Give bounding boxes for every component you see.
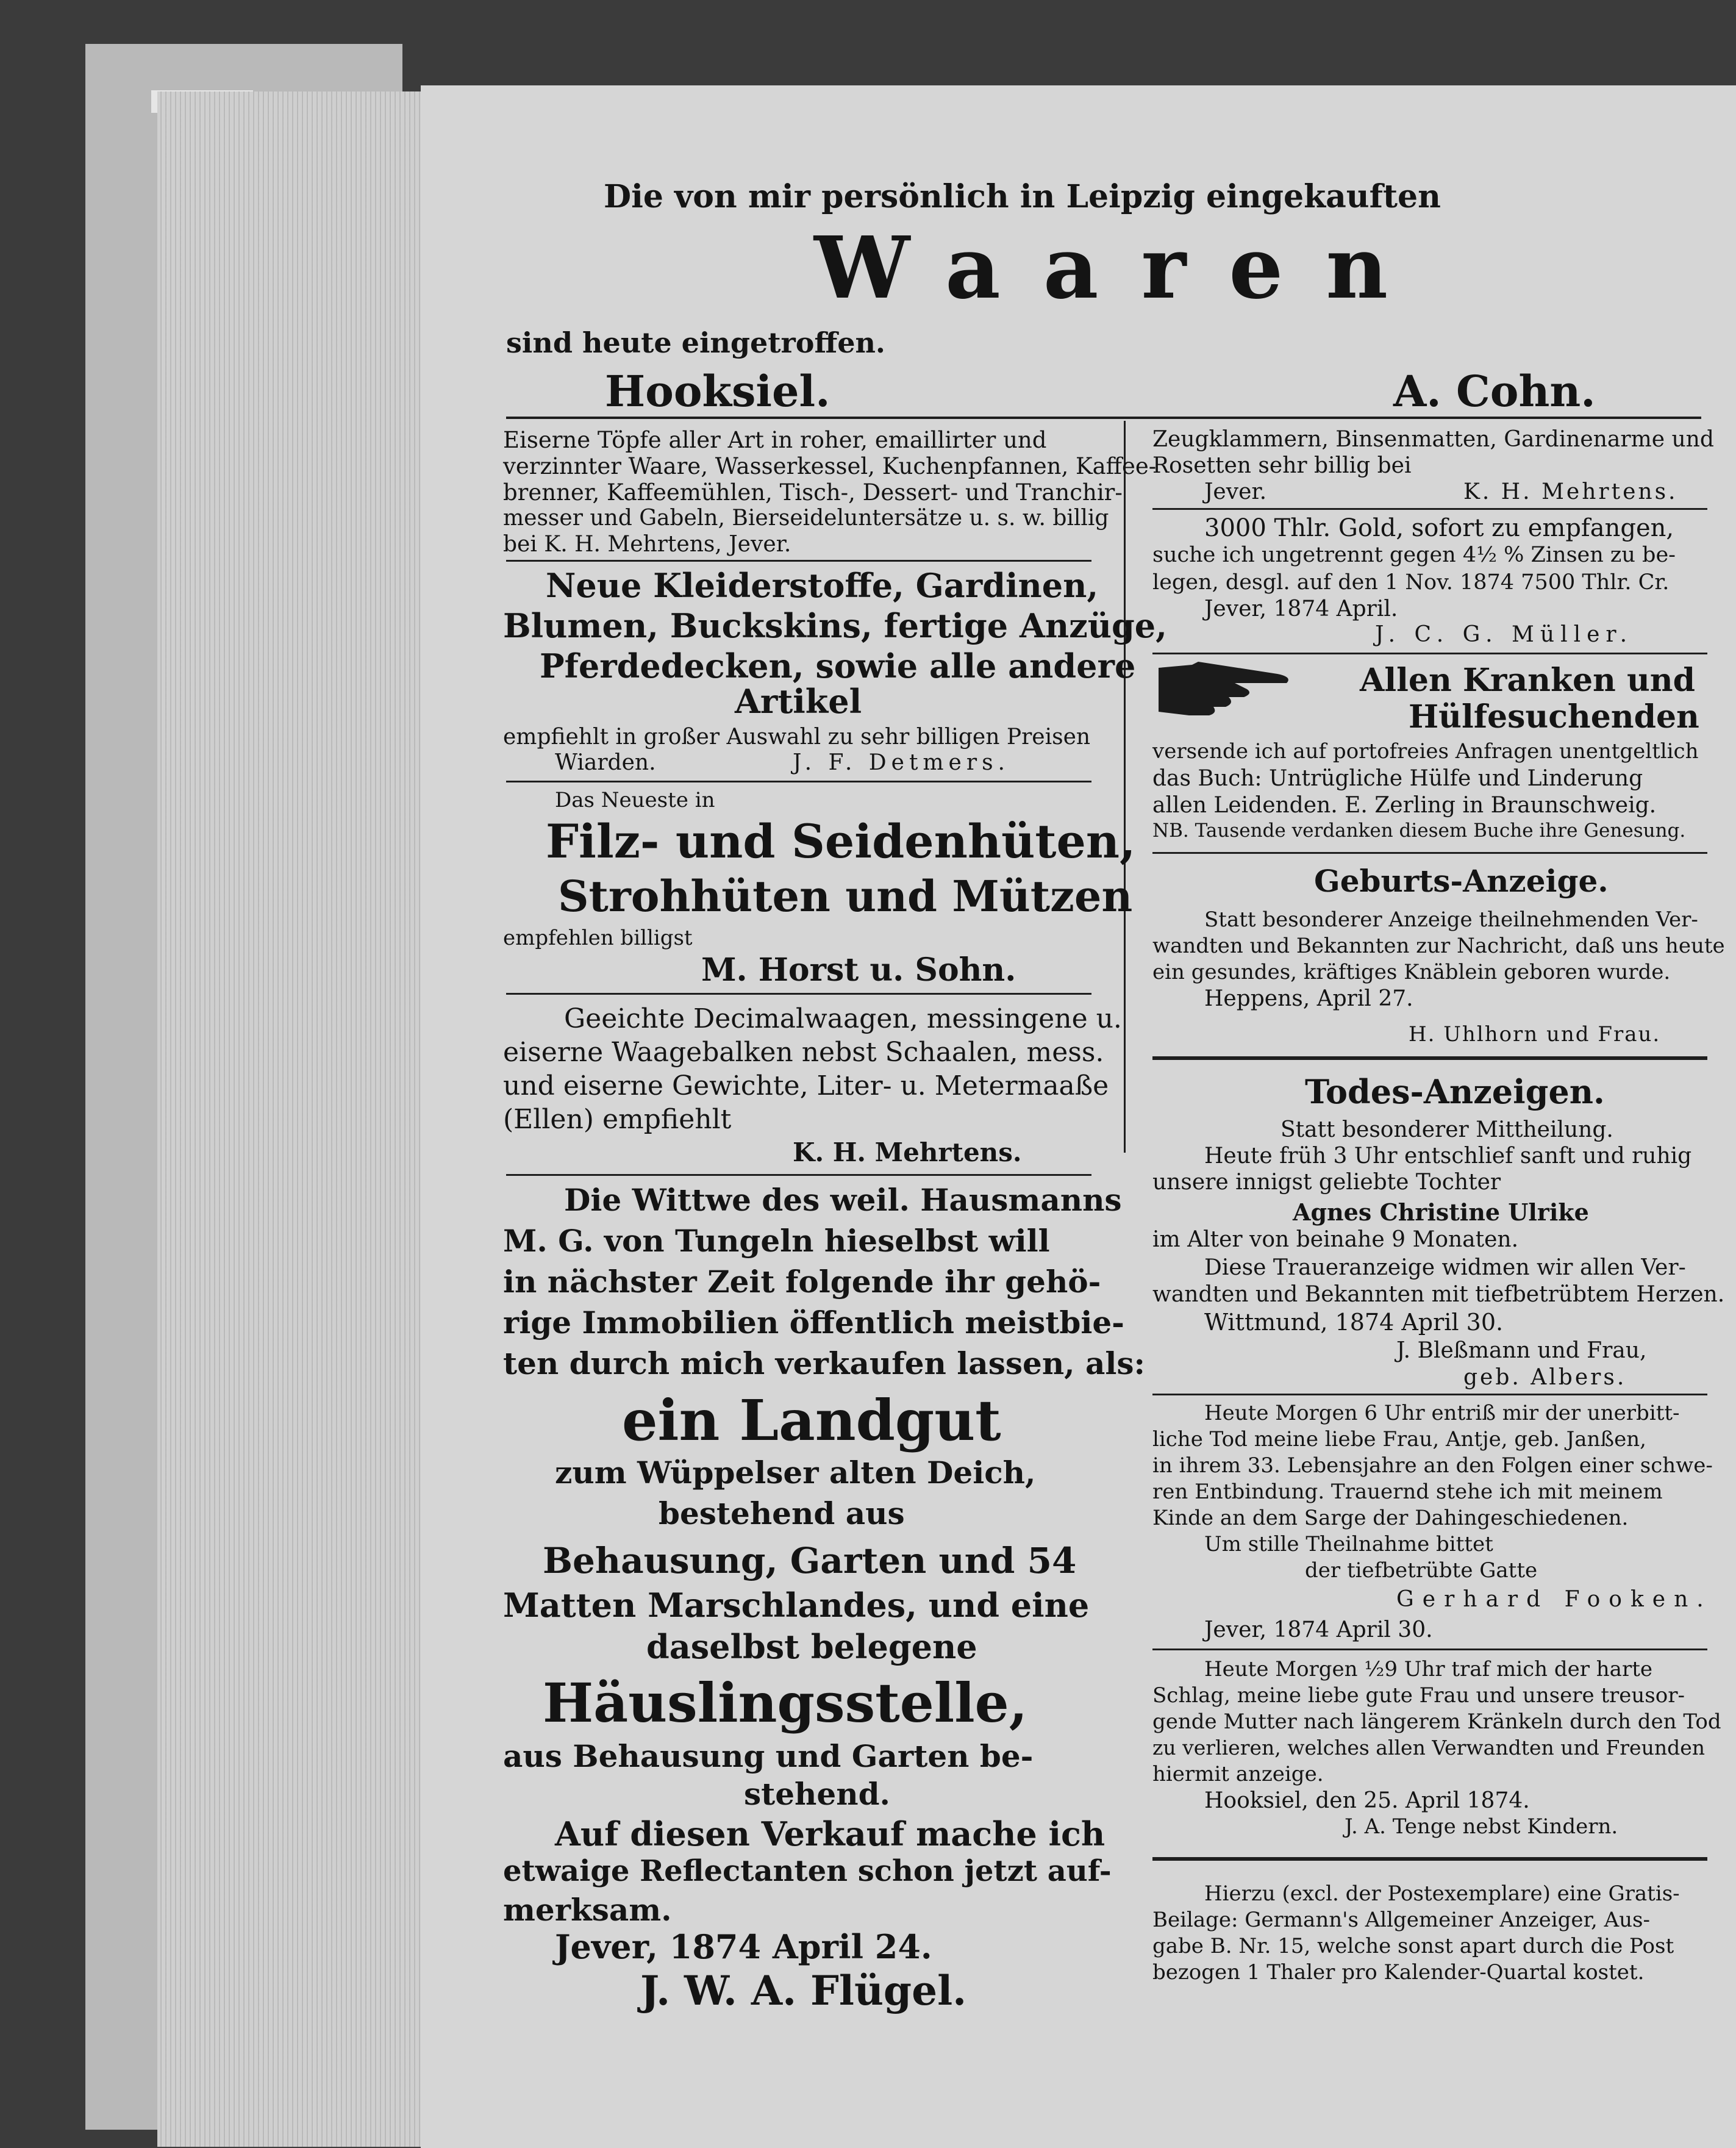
ad-estate-date: Jever, 1874 April 24. [555,1927,932,1966]
death2-line: Heute Morgen 6 Uhr entriß mir der unerbitt- [1204,1401,1680,1425]
ad-hats-heading: Strohhüten und Mützen [558,871,1133,922]
ad-loan-line: suche ich ungetrennt gegen 4½ % Zinsen zu be- [1152,543,1676,567]
ad-iron-line: brenner, Kaffeemühlen, Tisch-, Dessert- und Tranchir- [503,479,1123,506]
ad-estate-mid: Behausung, Garten und 54 [543,1540,1077,1581]
ad-loan-line: legen, desgl. auf den 1 Nov. 1874 7500 Thlr. Cr. [1152,570,1670,595]
ad-fabrics-signature: J. F. Detmers. [793,750,1010,775]
ad-clamps-place: Jever. [1204,479,1267,504]
death1-line: Statt besonderer Mittheilung. [1281,1117,1613,1142]
ad-health-body: versende ich auf portofreies Anfragen unentgeltlich [1152,739,1699,764]
death1-line: Diese Traueranzeige widmen wir allen Ver- [1204,1255,1686,1280]
death3-line: zu verlieren, welches allen Verwandten und Freunden [1152,1736,1706,1760]
pointing-hand-icon [1156,656,1302,723]
header-waaren: Waaren [814,218,1431,318]
death1-name: Agnes Christine Ulrike [1293,1198,1589,1226]
ad-estate-signature: J. W. A. Flügel. [640,1967,967,2014]
death-heading: Todes-Anzeigen. [1305,1072,1605,1111]
birth-signature: H. Uhlhorn und Frau. [1409,1022,1661,1047]
ad-estate-mid: daselbst belegene [646,1627,977,1666]
birth-line: Statt besonderer Anzeige theilnehmenden Ver- [1204,908,1698,932]
ad-health-body: NB. Tausende verdanken diesem Buche ihre Genesung. [1152,820,1686,842]
ad-scales-line: und eiserne Gewichte, Liter- u. Metermaaße [503,1070,1109,1101]
death3-line: hiermit anzeige. [1152,1762,1324,1786]
ad-fabrics-heading: Pferdedecken, sowie alle andere [540,646,1136,686]
ad-estate-line: ten durch mich verkaufen lassen, als: [503,1345,1145,1381]
header-arrived: sind heute eingetroffen. [506,326,885,359]
ad-loan-date: Jever, 1874 April. [1204,596,1398,621]
footer-line: Beilage: Germann's Allgemeiner Anzeiger, Aus- [1152,1908,1650,1932]
ad-hats-heading: Filz- und Seidenhüten, [546,814,1136,868]
ad-health-body: das Buch: Untrügliche Hülfe und Linderung [1152,766,1643,791]
ad-estate-tail: aus Behausung und Garten be- [503,1738,1034,1774]
header-rule [506,417,1701,419]
ad-fabrics-body: empfiehlt in großer Auswahl zu sehr billigen Preisen [503,725,1091,750]
death1-line: im Alter von beinahe 9 Monaten. [1152,1227,1519,1252]
ad-estate-mid: zum Wüppelser alten Deich, [555,1455,1036,1491]
death3-line: Schlag, meine liebe gute Frau und unsere treusor- [1152,1683,1685,1708]
ad-estate-mid: bestehend aus [659,1495,905,1531]
ad-divider [1152,508,1707,510]
ad-estate-mid: Matten Marschlandes, und eine [503,1586,1090,1625]
ad-divider [506,1174,1091,1176]
death3-line: gende Mutter nach längerem Kränkeln durch den Tod [1152,1709,1721,1734]
ad-estate-line: Die Wittwe des weil. Hausmanns [564,1182,1122,1218]
ad-fabrics-heading: Artikel [735,682,862,721]
ad-estate-notice: merksam. [503,1892,672,1928]
ad-scales-line: (Ellen) empfiehlt [503,1104,732,1135]
birth-line: ein gesundes, kräftiges Knäblein geboren wurde. [1152,960,1671,984]
ad-divider [506,993,1091,995]
ad-clamps-line: Rosetten sehr billig bei [1152,453,1412,478]
ad-estate-line: M. G. von Tungeln hieselbst will [503,1223,1050,1259]
ad-scales-line: Geeichte Decimalwaagen, messingene u. [564,1003,1122,1034]
ad-iron-line: Eiserne Töpfe aller Art in roher, emaillirter und [503,427,1047,453]
header-merchant: A. Cohn. [1393,366,1596,417]
ad-fabrics-place: Wiarden. [555,750,656,775]
ad-scales-line: eiserne Waagebalken nebst Schaalen, mess. [503,1037,1104,1068]
ad-estate-tail: stehend. [744,1776,890,1812]
footer-line: bezogen 1 Thaler pro Kalender-Quartal kostet. [1152,1960,1645,1985]
ad-divider [506,560,1091,562]
death2-line: Um stille Theilnahme bittet [1204,1532,1493,1556]
ad-loan-line: 3000 Thlr. Gold, sofort zu empfangen, [1204,514,1674,542]
ad-estate-notice: Auf diesen Verkauf mache ich [555,1814,1106,1853]
book-page-edges [157,91,426,2147]
death3-place: Hooksiel, den 25. April 1874. [1204,1788,1530,1813]
death2-signature: Gerhard Fooken. [1396,1587,1712,1612]
ad-estate-notice: etwaige Reflectanten schon jetzt auf- [503,1854,1112,1888]
ad-health-body: allen Leidenden. E. Zerling in Braunschweig. [1152,793,1657,818]
ad-divider [1152,852,1707,854]
ad-iron-line: bei K. H. Mehrtens, Jever. [503,532,791,557]
header-place: Hooksiel. [605,366,830,417]
birth-line: wandten und Bekannten zur Nachricht, daß uns heute [1152,934,1725,958]
footer-line: Hierzu (excl. der Postexemplare) eine Gratis- [1204,1881,1680,1906]
ad-hats-body: empfehlen billigst [503,926,693,950]
death1-line: unsere innigst geliebte Tochter [1152,1170,1501,1195]
death1-line: Heute früh 3 Uhr entschlief sanft und ruhig [1204,1144,1692,1169]
footer-line: gabe B. Nr. 15, welche sonst apart durch die Post [1152,1934,1674,1958]
death2-line: liche Tod meine liebe Frau, Antje, geb. Janßen, [1152,1427,1646,1452]
ad-health-heading: Allen Kranken und [1360,662,1695,699]
ad-hats-small: Das Neueste in [555,788,715,812]
ad-loan-signature: J. C. G. Müller. [1375,622,1634,647]
ad-iron-line: messer und Gabeln, Bierseideluntersätze u. s. w. billig [503,506,1109,531]
ad-divider [506,781,1091,782]
death2-place: Jever, 1874 April 30. [1204,1617,1433,1642]
ad-divider [1152,1394,1707,1395]
section-divider [1152,1056,1707,1060]
birth-heading: Geburts-Anzeige. [1314,863,1609,899]
death3-line: Heute Morgen ½9 Uhr traf mich der harte [1204,1657,1652,1681]
death2-line: der tiefbetrübte Gatte [1305,1558,1538,1583]
column-rule [1124,421,1126,1153]
death2-line: Kinde an dem Sarge der Dahingeschiedenen. [1152,1506,1629,1530]
ad-divider [1152,653,1707,654]
ad-clamps-signature: K. H. Mehrtens. [1463,479,1678,504]
ad-iron-line: verzinnter Waare, Wasserkessel, Kuchenpfannen, Kaffee- [503,453,1157,479]
death2-line: in ihrem 33. Lebensjahre an den Folgen einer schwe- [1152,1453,1713,1478]
death1-signature: geb. Albers. [1463,1365,1627,1390]
death1-signature: J. Bleßmann und Frau, [1396,1338,1647,1363]
ad-health-heading: Hülfesuchenden [1409,698,1699,736]
ad-estate-line: in nächster Zeit folgende ihr gehö- [503,1264,1101,1300]
ad-divider [1152,1649,1707,1650]
ad-estate-landgut: ein Landgut [622,1387,1001,1453]
death1-line: wandten und Bekannten mit tiefbetrübtem Herzen. [1152,1282,1725,1307]
ad-clamps-line: Zeugklammern, Binsenmatten, Gardinenarme und [1152,427,1714,452]
ad-fabrics-heading: Blumen, Buckskins, fertige Anzüge, [503,606,1167,645]
ad-fabrics-heading: Neue Kleiderstoffe, Gardinen, [546,566,1099,605]
header-intro: Die von mir persönlich in Leipzig eingekauften [604,178,1441,215]
death1-place: Wittmund, 1874 April 30. [1204,1309,1504,1336]
ad-scales-signature: K. H. Mehrtens. [793,1137,1022,1167]
ad-estate-line: rige Immobilien öffentlich meistbie- [503,1305,1124,1341]
death2-line: ren Entbindung. Trauernd stehe ich mit meinem [1152,1480,1663,1504]
section-divider [1152,1857,1707,1861]
birth-place: Heppens, April 27. [1204,986,1413,1011]
death3-signature: J. A. Tenge nebst Kindern. [1345,1814,1618,1839]
ad-hats-signature: M. Horst u. Sohn. [701,951,1016,989]
ad-estate-haeusling: Häuslingsstelle, [543,1671,1028,1735]
